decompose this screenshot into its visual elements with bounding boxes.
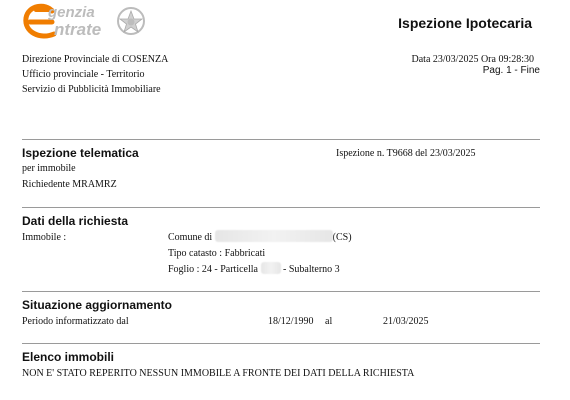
logo-text-line2: ntrate <box>54 20 102 39</box>
redacted-comune <box>215 230 333 242</box>
divider <box>22 291 540 292</box>
elenco-text: NON E' STATO REPERITO NESSUN IMMOBILE A FRONTE DEI DATI DELLA RICHIESTA <box>22 368 415 379</box>
section-title-ispezione: Ispezione telematica <box>22 146 139 160</box>
tipo-catasto: Tipo catasto : Fabbricati <box>168 248 266 259</box>
office-line-2: Ufficio provinciale - Territorio <box>22 69 145 80</box>
ispezione-number: Ispezione n. T9668 del 23/03/2025 <box>336 148 476 159</box>
periodo-connector: al <box>325 316 333 327</box>
section-title-situazione: Situazione aggiornamento <box>22 298 173 312</box>
section-title-elenco: Elenco immobili <box>22 350 115 364</box>
office-line-1: Direzione Provinciale di COSENZA <box>22 54 169 65</box>
datetime: Data 23/03/2025 Ora 09:28:30 <box>411 54 534 65</box>
emblem-icon <box>116 6 146 36</box>
periodo-label: Periodo informatizzato dal <box>22 316 129 327</box>
office-line-3: Servizio di Pubblicità Immobiliare <box>22 84 161 95</box>
redacted-particella <box>261 262 281 274</box>
divider <box>22 139 540 140</box>
document-title: Ispezione Ipotecaria <box>398 15 532 31</box>
foglio-suffix: - Subalterno 3 <box>283 264 340 275</box>
logo-text-line1: genzia <box>48 4 95 21</box>
ispezione-line-1: per immobile <box>22 163 76 174</box>
ispezione-line-2: Richiedente MRAMRZ <box>22 179 117 190</box>
section-title-richiesta: Dati della richiesta <box>22 214 129 228</box>
agenzia-entrate-logo <box>22 2 152 44</box>
periodo-to: 21/03/2025 <box>383 316 429 327</box>
foglio-prefix: Foglio : 24 - Particella <box>168 264 258 275</box>
comune-row <box>168 230 352 245</box>
page-number: Pag. 1 - Fine <box>482 65 540 76</box>
comune-suffix: (CS) <box>332 232 352 243</box>
foglio-row <box>168 262 340 277</box>
comune-prefix: Comune di <box>168 232 213 243</box>
divider <box>22 343 540 344</box>
divider <box>22 207 540 208</box>
immobile-label: Immobile : <box>22 232 67 243</box>
periodo-from: 18/12/1990 <box>268 316 314 327</box>
